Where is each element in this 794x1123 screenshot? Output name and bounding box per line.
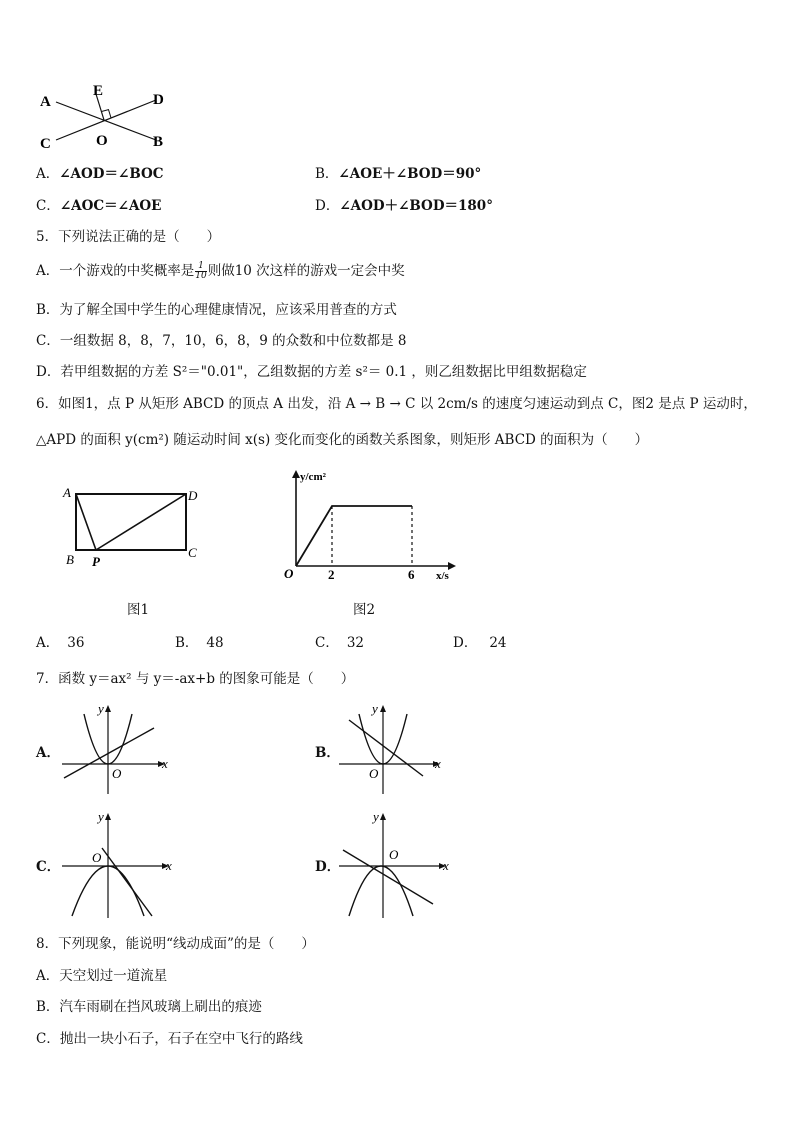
q7-option-b-letter[interactable]: B． — [315, 745, 340, 761]
q4-option-b[interactable] — [315, 165, 481, 183]
q6-stem-line1: 6．如图1，点 P 从矩形 ABCD 的顶点 A 出发，沿 A → B → C 以 2cm/s 的速度匀速运动到点 C，图2 是点 P 运动时， — [36, 396, 757, 412]
option-value: 36 — [67, 635, 85, 651]
q5-option-a[interactable] — [36, 262, 405, 281]
option-value: 24 — [489, 635, 507, 651]
q5-option-c[interactable]: C．一组数据 8，8，7，10，6，8，9 的众数和中位数都是 8 — [36, 333, 407, 349]
option-text: ∠AOD＋∠BOD＝180° — [339, 198, 493, 214]
q7-option-a-letter[interactable]: A． — [36, 745, 60, 761]
option-letter: B． — [175, 635, 199, 651]
graph-a-x: x — [162, 756, 168, 771]
fig1-label-C: C — [188, 545, 197, 560]
q8-stem: 8．下列现象，能说明“线动成面”的是（ ） — [36, 936, 315, 952]
option-letter: B． — [315, 166, 339, 182]
q6-option-c[interactable] — [315, 634, 364, 652]
graph-b-y: y — [372, 701, 378, 716]
label-B: B — [153, 134, 164, 150]
option-value: 32 — [346, 635, 365, 651]
graph-c-origin: O — [92, 850, 102, 865]
q8-option-b[interactable]: B．汽车雨刷在挡风玻璃上刷出的痕迹 — [36, 999, 262, 1015]
q4-option-d[interactable] — [315, 197, 493, 215]
option-letter: C． — [315, 635, 339, 651]
fig1-label-A: A — [63, 485, 71, 500]
fraction — [195, 262, 206, 281]
fig2-y-label: y/cm² — [300, 471, 326, 483]
q4-option-a[interactable] — [36, 165, 163, 183]
option-value: 48 — [206, 635, 224, 651]
fraction-numerator: 1 — [195, 262, 206, 272]
option-text: ∠AOC＝∠AOE — [59, 198, 162, 214]
q5-option-b[interactable]: B．为了解全国中学生的心理健康情况，应该采用普查的方式 — [36, 302, 397, 318]
q6-option-a[interactable] — [36, 634, 84, 652]
q7-option-c-letter[interactable]: C． — [36, 859, 61, 875]
q7-graph-a[interactable] — [58, 700, 178, 795]
fig2-caption: 图2 — [353, 602, 376, 618]
q7-option-d-letter[interactable]: D． — [315, 859, 341, 875]
graph-d-x: x — [443, 858, 449, 873]
option-letter: A． — [36, 166, 60, 182]
graph-a-origin: O — [112, 766, 122, 781]
q4-option-c[interactable] — [36, 197, 161, 215]
graph-d-y: y — [373, 809, 379, 824]
graph-a-y: y — [98, 701, 104, 716]
fig1-label-P: P — [92, 554, 100, 569]
q7-graph-c[interactable] — [58, 808, 178, 920]
fig1-label-D: D — [188, 488, 198, 503]
graph-d-origin: O — [389, 847, 399, 862]
q5-option-d[interactable]: D．若甲组数据的方差 S²＝"0.01"，乙组数据的方差 s²＝ 0.1 ，则乙组数据比甲组数据稳定 — [36, 364, 587, 380]
fig2-origin: O — [284, 566, 294, 581]
label-D: D — [153, 92, 164, 108]
q7-stem: 7．函数 y＝ax² 与 y＝-ax+b 的图象可能是（ ） — [36, 671, 355, 687]
graph-b-origin: O — [369, 766, 379, 781]
fraction-denominator: 10 — [195, 271, 207, 281]
graph-c-y: y — [98, 809, 104, 824]
option-letter: C． — [36, 198, 60, 214]
option-a-post: 则做10 次这样的游戏一定会中奖 — [207, 263, 405, 279]
fig1-label-B: B — [66, 552, 74, 567]
q5-stem: 5．下列说法正确的是（ ） — [36, 229, 221, 245]
option-text: ∠AOD＝∠BOC — [59, 166, 164, 182]
graph-b-x: x — [435, 756, 441, 771]
rectangle-figure — [58, 484, 208, 574]
option-letter: A． — [36, 635, 60, 651]
label-C: C — [40, 136, 51, 152]
label-E: E — [93, 83, 104, 99]
option-a-pre: A．一个游戏的中奖概率是 — [36, 263, 195, 279]
fig2-tick-2: 2 — [328, 567, 335, 582]
fig1-caption: 图1 — [127, 602, 150, 618]
label-A: A — [40, 94, 51, 110]
area-time-graph — [270, 466, 460, 586]
q6-stem-line2: △APD 的面积 y(cm²) 随运动时间 x(s) 变化而变化的函数关系图象，则矩形 ABCD 的面积为（ ） — [36, 432, 649, 448]
q7-graph-d[interactable] — [335, 808, 455, 920]
option-letter: D． — [453, 635, 478, 651]
fig2-tick-6: 6 — [408, 567, 415, 582]
q7-graph-b[interactable] — [335, 700, 455, 795]
q6-option-d[interactable] — [453, 634, 507, 652]
option-letter: D． — [315, 198, 340, 214]
angle-figure — [36, 82, 176, 154]
q6-option-b[interactable] — [175, 634, 224, 652]
q8-option-c[interactable]: C．抛出一块小石子，石子在空中飞行的路线 — [36, 1031, 303, 1047]
fig2-x-label: x/s — [436, 570, 449, 582]
option-text: ∠AOE＋∠BOD＝90° — [338, 166, 482, 182]
graph-c-x: x — [166, 858, 172, 873]
label-O: O — [96, 133, 108, 149]
q8-option-a[interactable]: A．天空划过一道流星 — [36, 968, 168, 984]
